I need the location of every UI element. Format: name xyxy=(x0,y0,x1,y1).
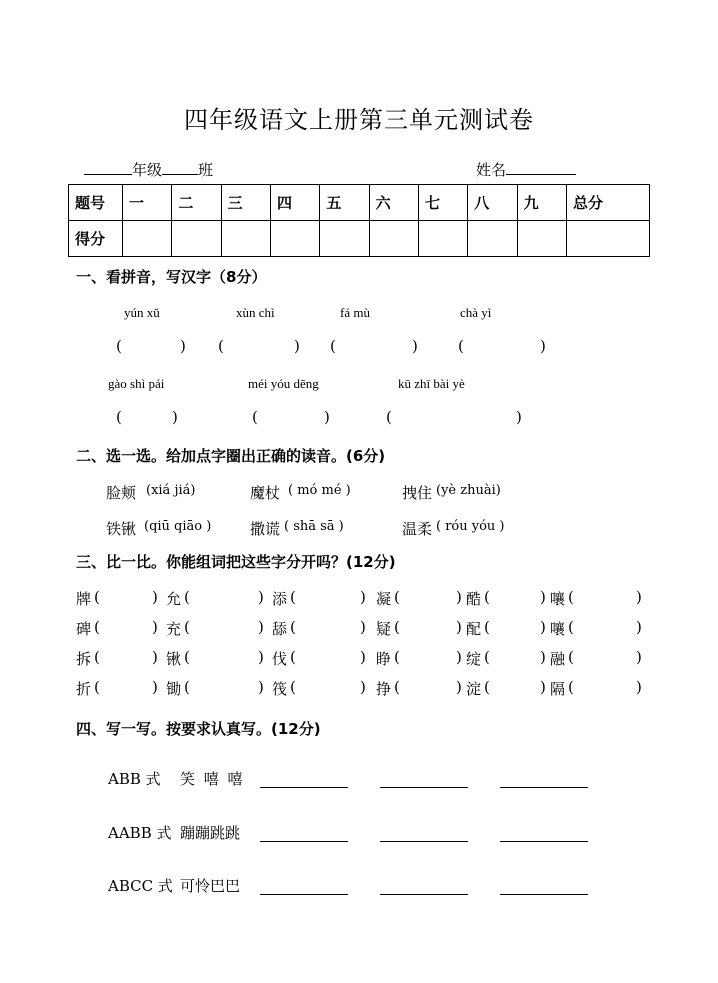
score-input-cell[interactable] xyxy=(221,221,270,257)
score-cell-q1: 一 xyxy=(123,185,172,221)
compare-char: 睁 xyxy=(376,650,392,668)
answer-paren: ) xyxy=(360,648,366,666)
answer-paren: ) xyxy=(636,678,642,696)
answer-paren: ) xyxy=(152,618,158,636)
score-cell-q9: 九 xyxy=(517,185,566,221)
compare-char: 淀 xyxy=(466,680,482,698)
score-cell-q3: 三 xyxy=(221,185,270,221)
pattern-label: ABB 式 xyxy=(108,770,161,788)
answer-paren: ) xyxy=(540,648,546,666)
score-table-header-row xyxy=(69,185,650,221)
pattern-label: AABB 式 xyxy=(108,824,172,842)
answer-paren[interactable]: ( xyxy=(94,588,100,606)
answer-paren: ) xyxy=(540,588,546,606)
answer-paren: ) xyxy=(636,588,642,606)
compare-char: 允 xyxy=(166,590,182,608)
score-cell-q5: 五 xyxy=(320,185,369,221)
pinyin: gào shì pái xyxy=(108,376,165,391)
section3-heading: 三、比一比。你能组词把这些字分开吗？(12分) xyxy=(76,553,396,571)
answer-paren: ) xyxy=(516,408,522,426)
answer-paren[interactable]: ( xyxy=(568,648,574,666)
score-cell-q4: 四 xyxy=(270,185,319,221)
compare-char: 配 xyxy=(466,620,482,638)
pattern-example: 笑 嘻 嘻 xyxy=(180,770,245,788)
compare-char: 碑 xyxy=(76,620,92,638)
answer-paren: ) xyxy=(456,588,462,606)
score-input-cell[interactable] xyxy=(468,221,517,257)
pattern-example: 蹦蹦跳跳 xyxy=(180,824,241,842)
answer-paren: ) xyxy=(324,408,330,426)
compare-char: 折 xyxy=(76,680,92,698)
reading-options[interactable]: ( shā sā ) xyxy=(284,519,344,534)
answer-line[interactable] xyxy=(500,893,588,895)
compare-char: 隔 xyxy=(550,680,566,698)
answer-line[interactable] xyxy=(380,786,468,788)
answer-paren[interactable]: ( xyxy=(116,408,122,426)
answer-paren[interactable]: ( xyxy=(290,678,296,696)
compare-char: 嚷 xyxy=(550,620,566,638)
answer-paren[interactable]: ( xyxy=(386,408,392,426)
answer-paren: ) xyxy=(360,588,366,606)
pattern-label: ABCC 式 xyxy=(108,877,173,895)
reading-options[interactable]: (yè zhuài) xyxy=(436,483,501,498)
compare-char: 酷 xyxy=(466,590,482,608)
answer-paren: ) xyxy=(294,337,300,355)
answer-paren[interactable]: ( xyxy=(484,648,490,666)
score-table xyxy=(68,184,650,257)
answer-paren: ) xyxy=(412,337,418,355)
grade-blank[interactable] xyxy=(84,158,132,175)
score-input-cell[interactable] xyxy=(369,221,418,257)
answer-line[interactable] xyxy=(500,840,588,842)
word: 铁锹 xyxy=(106,520,137,538)
answer-paren[interactable]: ( xyxy=(568,588,574,606)
answer-paren[interactable]: ( xyxy=(484,588,490,606)
compare-char: 伐 xyxy=(272,650,288,668)
answer-paren[interactable]: ( xyxy=(290,648,296,666)
answer-paren: ) xyxy=(456,678,462,696)
answer-line[interactable] xyxy=(260,786,348,788)
answer-paren: ) xyxy=(456,618,462,636)
answer-paren: ) xyxy=(360,618,366,636)
answer-line[interactable] xyxy=(260,893,348,895)
grade-class-line xyxy=(84,158,213,180)
answer-paren: ) xyxy=(360,678,366,696)
compare-char: 添 xyxy=(272,590,288,608)
compare-char: 挣 xyxy=(376,680,392,698)
score-input-cell[interactable] xyxy=(418,221,467,257)
compare-char: 筏 xyxy=(272,680,288,698)
pinyin: chà yì xyxy=(460,305,492,320)
pattern-example: 可怜巴巴 xyxy=(180,877,241,895)
compare-char: 融 xyxy=(550,650,566,668)
class-blank[interactable] xyxy=(162,158,198,175)
compare-char: 充 xyxy=(166,620,182,638)
answer-paren[interactable]: ( xyxy=(218,337,224,355)
answer-paren[interactable]: ( xyxy=(184,588,190,606)
answer-paren: ) xyxy=(152,648,158,666)
grade-label: 年级 xyxy=(132,161,163,179)
compare-char: 锹 xyxy=(166,650,182,668)
answer-paren[interactable]: ( xyxy=(394,588,400,606)
word: 拽住 xyxy=(402,484,433,502)
answer-paren: ) xyxy=(540,678,546,696)
section2-heading: 二、选一选。给加点字圈出正确的读音。(6分) xyxy=(76,447,386,465)
answer-line[interactable] xyxy=(500,786,588,788)
pinyin: xùn chì xyxy=(236,305,275,320)
answer-paren[interactable]: ( xyxy=(184,618,190,636)
name-label: 姓名 xyxy=(476,161,507,179)
answer-paren: ) xyxy=(258,588,264,606)
score-cell-q7: 七 xyxy=(418,185,467,221)
word: 魔杖 xyxy=(250,484,281,502)
answer-paren: ) xyxy=(152,678,158,696)
score-table-score-row xyxy=(69,221,650,257)
answer-paren[interactable]: ( xyxy=(458,337,464,355)
section4-heading: 四、写一写。按要求认真写。(12分) xyxy=(76,720,321,738)
answer-line[interactable] xyxy=(260,840,348,842)
answer-paren[interactable]: ( xyxy=(94,648,100,666)
answer-paren: ) xyxy=(258,618,264,636)
answer-paren[interactable]: ( xyxy=(394,648,400,666)
answer-paren[interactable]: ( xyxy=(290,618,296,636)
answer-paren[interactable]: ( xyxy=(184,678,190,696)
compare-char: 牌 xyxy=(76,590,92,608)
word: 脸颊 xyxy=(106,484,137,502)
section1-heading: 一、看拼音，写汉字（8分） xyxy=(76,268,267,286)
answer-paren: ) xyxy=(636,648,642,666)
score-cell-q8: 八 xyxy=(468,185,517,221)
name-blank[interactable] xyxy=(506,158,576,175)
answer-paren[interactable]: ( xyxy=(568,618,574,636)
answer-paren: ) xyxy=(456,648,462,666)
score-row-label: 得分 xyxy=(69,221,123,257)
answer-paren[interactable]: ( xyxy=(394,618,400,636)
compare-char: 绽 xyxy=(466,650,482,668)
score-cell-label: 题号 xyxy=(69,185,123,221)
answer-paren[interactable]: ( xyxy=(394,678,400,696)
reading-options[interactable]: ( mó mé ) xyxy=(288,483,351,498)
name-line xyxy=(476,158,576,180)
answer-paren[interactable]: ( xyxy=(94,678,100,696)
pinyin: fá mù xyxy=(340,305,370,320)
answer-paren[interactable]: ( xyxy=(94,618,100,636)
word: 撒谎 xyxy=(250,520,281,538)
answer-paren[interactable]: ( xyxy=(484,618,490,636)
answer-paren[interactable]: ( xyxy=(290,588,296,606)
class-label: 班 xyxy=(198,161,214,179)
answer-paren: ) xyxy=(152,588,158,606)
compare-char: 嚷 xyxy=(550,590,566,608)
answer-paren[interactable]: ( xyxy=(184,648,190,666)
answer-paren: ) xyxy=(540,337,546,355)
compare-char: 锄 xyxy=(166,680,182,698)
compare-char: 疑 xyxy=(376,620,392,638)
compare-char: 舔 xyxy=(272,620,288,638)
score-cell-total: 总分 xyxy=(566,185,649,221)
score-input-cell[interactable] xyxy=(172,221,221,257)
answer-paren: ) xyxy=(258,678,264,696)
answer-paren[interactable]: ( xyxy=(568,678,574,696)
answer-paren: ) xyxy=(172,408,178,426)
compare-char: 凝 xyxy=(376,590,392,608)
score-cell-q6: 六 xyxy=(369,185,418,221)
reading-options[interactable]: (qiū qiāo ) xyxy=(144,519,212,534)
answer-paren[interactable]: ( xyxy=(330,337,336,355)
page-title: 四年级语文上册第三单元测试卷 xyxy=(184,106,534,134)
score-input-cell[interactable] xyxy=(566,221,649,257)
answer-paren: ) xyxy=(540,618,546,636)
answer-paren: ) xyxy=(180,337,186,355)
reading-options[interactable]: ( róu yóu ) xyxy=(436,519,505,534)
score-cell-q2: 二 xyxy=(172,185,221,221)
answer-line[interactable] xyxy=(380,840,468,842)
score-input-cell[interactable] xyxy=(270,221,319,257)
answer-paren: ) xyxy=(258,648,264,666)
reading-options[interactable]: (xiá jiá) xyxy=(146,483,196,498)
score-input-cell[interactable] xyxy=(517,221,566,257)
answer-paren[interactable]: ( xyxy=(252,408,258,426)
answer-paren[interactable]: ( xyxy=(116,337,122,355)
score-input-cell[interactable] xyxy=(123,221,172,257)
answer-paren: ) xyxy=(636,618,642,636)
pinyin: yún xǔ xyxy=(124,305,160,320)
answer-paren[interactable]: ( xyxy=(484,678,490,696)
pinyin: méi yóu dēng xyxy=(248,376,319,391)
answer-line[interactable] xyxy=(380,893,468,895)
compare-char: 拆 xyxy=(76,650,92,668)
pinyin: kū zhī bài yè xyxy=(398,376,465,391)
word: 温柔 xyxy=(402,520,433,538)
score-input-cell[interactable] xyxy=(320,221,369,257)
